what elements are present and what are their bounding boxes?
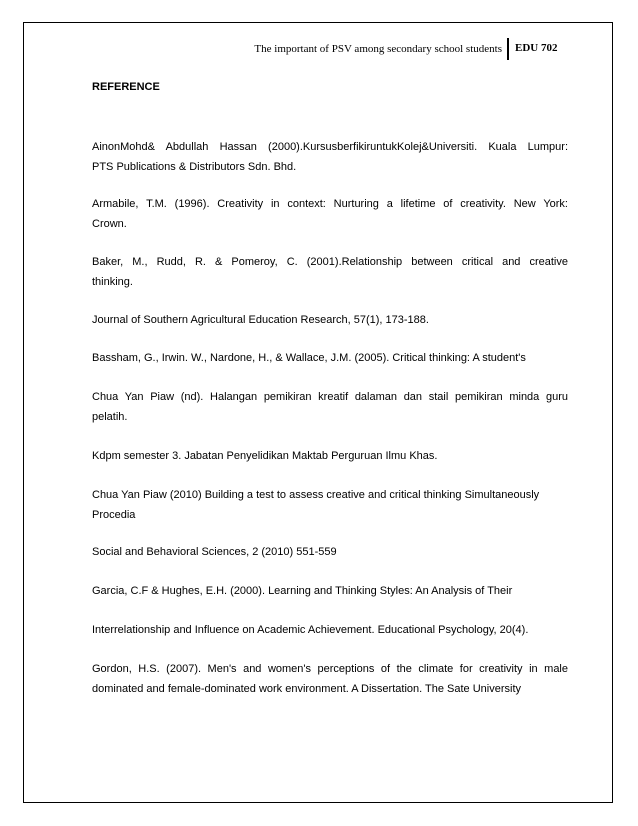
- reference-entry: [92, 542, 568, 562]
- reference-entry: [92, 348, 568, 368]
- reference-entry: [92, 137, 568, 177]
- reference-line: pelatih.: [92, 411, 128, 423]
- course-code: EDU 702: [515, 42, 558, 54]
- reference-entry: [92, 310, 568, 330]
- reference-line: Interrelationship and Influence on Academic Achievement. Educational Psychology, 20(4).: [92, 624, 529, 636]
- reference-line: Armabile, T.M. (1996). Creativity in context: Nurturing a lifetime of creativity. New York:: [92, 198, 568, 210]
- reference-line: Garcia, C.F & Hughes, E.H. (2000). Learning and Thinking Styles: An Analysis of Their: [92, 585, 513, 597]
- reference-line: Procedia: [92, 509, 136, 521]
- reference-entry: [92, 194, 568, 234]
- reference-entry: [92, 252, 568, 292]
- reference-entry: [92, 387, 568, 427]
- reference-line: Crown.: [92, 218, 127, 230]
- reference-line: Journal of Southern Agricultural Education Research, 57(1), 173-188.: [92, 314, 429, 326]
- reference-entry: [92, 581, 568, 601]
- header-title: The important of PSV among secondary school students: [254, 43, 502, 55]
- reference-line: Kdpm semester 3. Jabatan Penyelidikan Maktab Perguruan Ilmu Khas.: [92, 450, 438, 462]
- reference-entry: [92, 446, 568, 466]
- reference-line: Chua Yan Piaw (2010) Building a test to assess creative and critical thinking Simultaneously: [92, 489, 540, 501]
- reference-entry: [92, 659, 568, 699]
- reference-line: thinking.: [92, 276, 133, 288]
- reference-line: Bassham, G., Irwin. W., Nardone, H., & Wallace, J.M. (2005). Critical thinking: A student's: [92, 352, 526, 364]
- reference-line: Baker, M., Rudd, R. & Pomeroy, C. (2001).Relationship between critical and creative: [92, 256, 568, 268]
- reference-line: Gordon, H.S. (2007). Men's and women's perceptions of the climate for creativity in male: [92, 663, 568, 675]
- header-divider: [507, 38, 509, 60]
- reference-line: Social and Behavioral Sciences, 2 (2010) 551-559: [92, 546, 337, 558]
- reference-heading: REFERENCE: [92, 81, 160, 93]
- reference-entry: [92, 620, 568, 640]
- reference-entry: [92, 485, 568, 525]
- reference-line: AinonMohd& Abdullah Hassan (2000).KursusberfikiruntukKolej&Universiti. Kuala Lumpur:: [92, 141, 568, 153]
- reference-line: dominated and female-dominated work environment. A Dissertation. The Sate University: [92, 683, 522, 695]
- reference-line: PTS Publications & Distributors Sdn. Bhd.: [92, 161, 297, 173]
- reference-line: Chua Yan Piaw (nd). Halangan pemikiran kreatif dalaman dan stail pemikiran minda guru: [92, 391, 568, 403]
